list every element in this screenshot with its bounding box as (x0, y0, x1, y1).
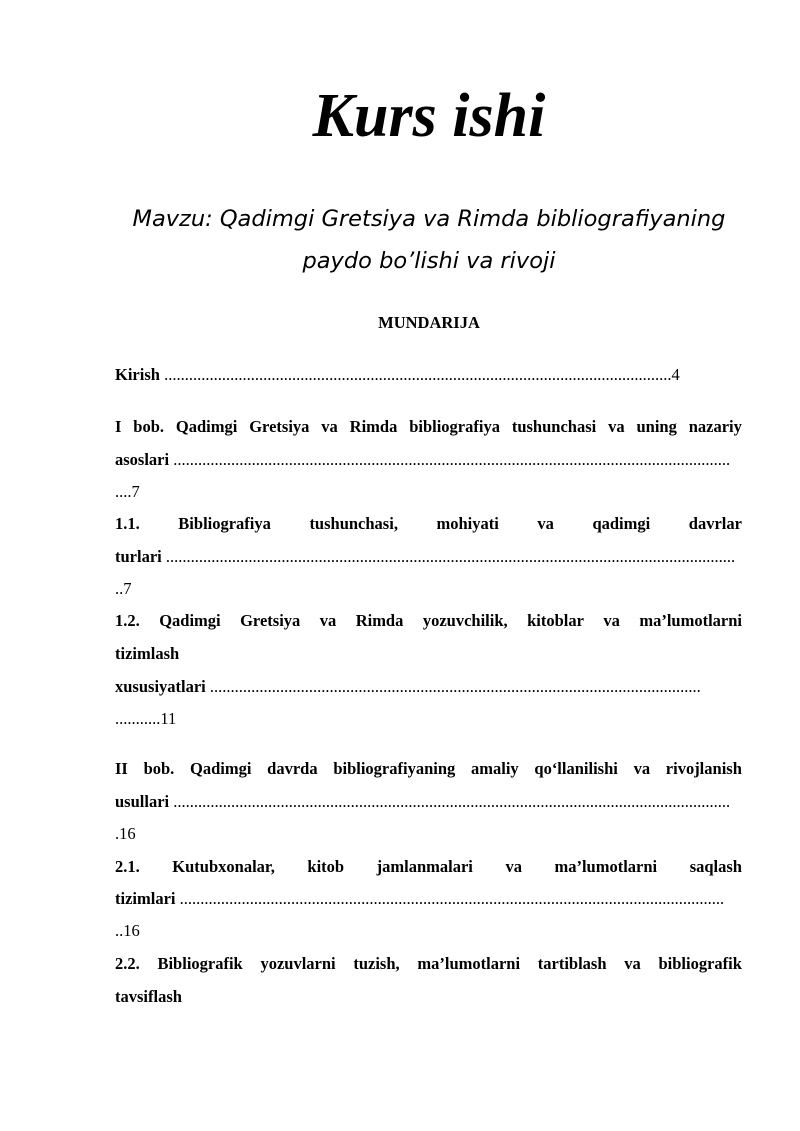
toc-word: qadimgi (592, 514, 651, 533)
toc-word: Qadimgi (175, 417, 238, 436)
toc-word: bibliografiyaning (333, 759, 456, 778)
toc-word: kitob (307, 857, 345, 876)
toc-word: va (537, 514, 554, 533)
toc-word: ma’lumotlarni (554, 857, 658, 876)
toc-section-2-1-page: ..16 (115, 921, 140, 940)
toc-word: 1.2. (115, 611, 140, 630)
toc-word: rivojlanish (665, 759, 742, 778)
toc-word: ma’lumotlarni (417, 954, 521, 973)
toc-word: yozuvlarni (260, 954, 336, 973)
toc-word: uning (636, 417, 677, 436)
document-subject (0, 198, 800, 282)
contents-heading: MUNDARIJA (378, 313, 480, 332)
toc-word: Qadimgi (190, 759, 252, 778)
toc-section-2-1-cont: tizimlari (115, 889, 176, 908)
toc-chapter-2-line-2[interactable] (115, 791, 742, 813)
toc-word: Rimda (349, 417, 398, 436)
toc-word: Gretsiya (240, 611, 301, 630)
toc-word: davrlar (688, 514, 742, 533)
toc-word: va (319, 611, 337, 630)
toc-word: tushunchasi, (309, 514, 398, 533)
toc-section-2-2-line-1[interactable] (115, 953, 742, 975)
toc-word: 2.2. (115, 954, 140, 973)
toc-leader-dots: ........................................................................................................................... (164, 365, 672, 384)
toc-section-1-2-line-1[interactable] (115, 610, 742, 632)
toc-word: nazariy (688, 417, 742, 436)
toc-word: bibliografiya (409, 417, 500, 436)
toc-section-1-1-line-1[interactable] (115, 513, 742, 535)
toc-section-1-1-line-2[interactable] (115, 546, 742, 568)
toc-word: ma’lumotlarni (639, 611, 742, 630)
toc-chapter-1-line-1[interactable] (115, 416, 742, 438)
toc-word: Bibliografik (157, 954, 243, 973)
toc-word: 1.1. (115, 514, 140, 533)
toc-word: bob. (133, 417, 165, 436)
toc-word: II (115, 759, 128, 778)
toc-chapter-2-page: .16 (115, 824, 136, 843)
toc-chapter-2-line-1[interactable] (115, 758, 742, 780)
toc-intro-page: 4 (671, 365, 680, 384)
toc-word: jamlanmalari (376, 857, 473, 876)
toc-leader-dots: .................................................................................................................................... (179, 889, 725, 908)
toc-section-1-2-line-2: tizimlash (115, 644, 180, 663)
toc-leader-dots: ....................................................................................................................................... (173, 450, 731, 469)
toc-word: tartiblash (537, 954, 607, 973)
toc-leader-dots: ....................................................................................................................................... (173, 792, 731, 811)
toc-word: amaliy (471, 759, 519, 778)
toc-word: saqlash (689, 857, 742, 876)
toc-entry-intro[interactable] (115, 364, 740, 386)
toc-word: mohiyati (436, 514, 499, 533)
toc-chapter-1-page: ....7 (115, 482, 140, 501)
toc-word: Kutubxonalar, (172, 857, 275, 876)
toc-word: tuzish, (353, 954, 400, 973)
toc-leader-dots: ....................................................................................................................... (209, 677, 701, 696)
toc-word: kitoblar (527, 611, 584, 630)
toc-word: qo‘llanilishi (534, 759, 618, 778)
toc-word: va (505, 857, 522, 876)
toc-word: Bibliografiya (178, 514, 271, 533)
toc-word: Qadimgi (159, 611, 221, 630)
toc-section-1-2-cont: xususiyatlari (115, 677, 206, 696)
toc-word: tushunchasi (511, 417, 597, 436)
toc-leader-dots: .......................................................................................................................................... (165, 547, 736, 566)
toc-section-2-1-line-2[interactable] (115, 888, 742, 910)
toc-chapter-1-line-2[interactable] (115, 449, 742, 471)
toc-word: bob. (143, 759, 175, 778)
toc-word: va (633, 759, 651, 778)
toc-word: I (115, 417, 122, 436)
subject-line-2: paydo bo’lishi va rivoji (302, 248, 556, 274)
toc-word: 2.1. (115, 857, 140, 876)
toc-section-1-1-page: ..7 (115, 579, 132, 598)
toc-section-1-1-cont: turlari (115, 547, 162, 566)
toc-word: va (603, 611, 620, 630)
toc-section-2-2-line-2: tavsiflash (115, 987, 182, 1006)
toc-chapter-2-cont: usullari (115, 792, 170, 811)
toc-word: yozuvchilik, (422, 611, 508, 630)
toc-section-1-2-line-3[interactable] (115, 676, 742, 698)
subject-line-1: Mavzu: Qadimgi Gretsiya va Rimda bibliografiyaning (132, 206, 726, 232)
toc-word: davrda (267, 759, 318, 778)
document-title: Kurs ishi (312, 82, 546, 150)
toc-word: va (624, 954, 641, 973)
toc-word: va (321, 417, 338, 436)
toc-word: Gretsiya (249, 417, 310, 436)
toc-intro-label: Kirish (115, 365, 160, 384)
toc-word: Rimda (355, 611, 404, 630)
toc-word: bibliografik (658, 954, 742, 973)
toc-section-1-2-page: ...........11 (115, 709, 177, 728)
toc-section-2-1-line-1[interactable] (115, 856, 742, 878)
toc-word: va (608, 417, 625, 436)
toc-chapter-1-cont: asoslari (115, 450, 170, 469)
